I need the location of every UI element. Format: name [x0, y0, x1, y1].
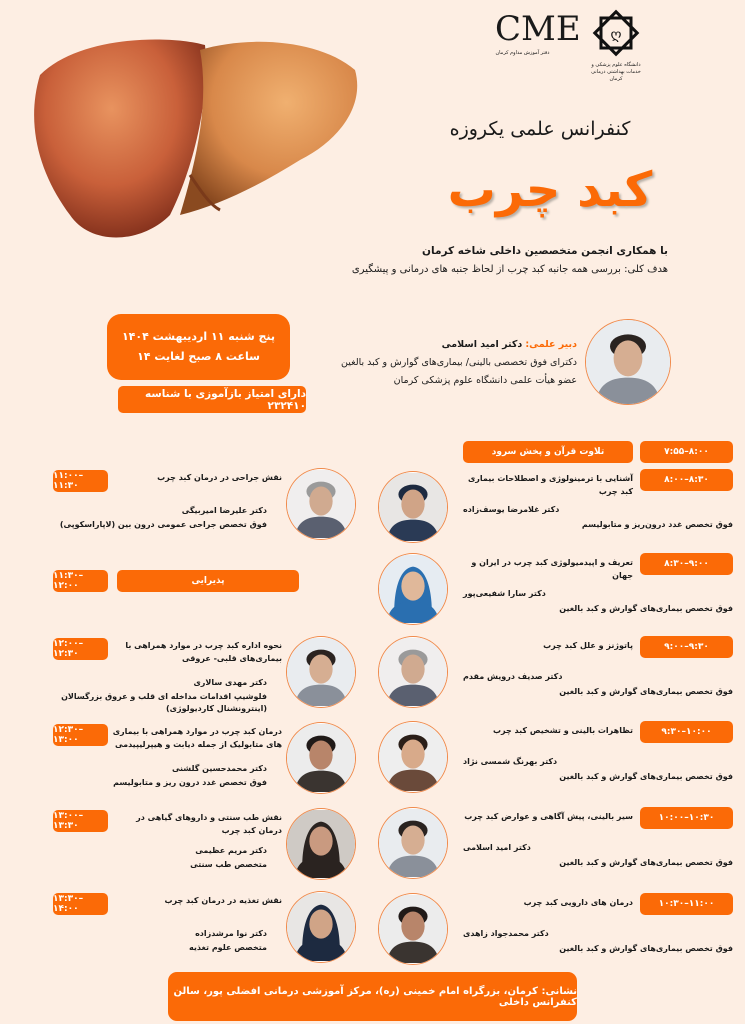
speaker-name: دکتر بهرنگ شمسی نژاد: [463, 757, 558, 766]
session-topic: درمان کبد چرب در موارد همراهی با بیماری های متابولیک از جمله دیابت و هیپرلیپیدمی: [112, 727, 282, 749]
speaker-name: دکتر مریم عظیمی: [195, 846, 267, 855]
session-topic: نحوه اداره کبد چرب در موارد همراهی با بیماری‌های قلبی- عروقی: [125, 641, 282, 663]
secretary-line2: عضو هیأت علمی دانشگاه علوم پزشکی کرمان: [393, 375, 577, 386]
svg-text:ღ: ღ: [610, 27, 622, 43]
speaker-photo: [378, 471, 448, 543]
speaker-title: فوق تخصص غدد درون ریز و متابولیسم: [113, 778, 267, 787]
date-box: [107, 314, 290, 380]
time-slot: ۱۱:۳۰–۱۲:۰۰: [53, 570, 108, 592]
speaker-name: دکتر نوا مرشدزاده: [195, 929, 267, 938]
time-slot: ۸:۰۰–۸:۳۰: [640, 469, 733, 491]
topic-bar: پذیرایی: [117, 570, 299, 592]
speaker-photo: [378, 807, 448, 879]
speaker-photo: [286, 722, 356, 794]
cme-logo: [495, 8, 581, 83]
person-silhouette-icon: [287, 637, 355, 707]
session-topic: پاتوژنز و علل کبد چرب: [543, 641, 633, 650]
speaker-photo: [378, 721, 448, 793]
speaker-name: دکتر مهدی سالاری: [193, 678, 267, 687]
person-silhouette-icon: [379, 722, 447, 792]
time-slot: ۱۱:۰۰–۱۱:۳۰: [53, 470, 108, 492]
cme-logo-mark: CME: [495, 9, 581, 49]
session-topic: سیر بالینی، پیش آگاهی و عوارض کبد چرب: [464, 812, 633, 821]
person-silhouette-icon: [287, 892, 355, 962]
speaker-photo: [286, 808, 356, 880]
speaker-name: دکتر علیرضا امیربیگی: [181, 506, 267, 515]
speaker-photo: [286, 891, 356, 963]
time-slot: ۱۲:۳۰–۱۳:۰۰: [53, 724, 108, 746]
collaboration-line: با همکاری انجمن متخصصین داخلی شاخه کرمان: [422, 245, 668, 257]
secretary-photo: [585, 319, 671, 405]
speaker-name: دکتر صدیف درویش مقدم: [463, 672, 563, 681]
speaker-photo: [378, 893, 448, 965]
address-bar: نشانی: کرمان، بزرگراه امام خمینی (ره)، مرکز آموزشی درمانی افضلی پور، سالن کنفرانس داخلی: [168, 972, 577, 1021]
university-logo: [585, 8, 647, 93]
speaker-title: متخصص طب سنتی: [190, 860, 267, 869]
event-time: ساعت ۸ صبح لغایت ۱۴: [137, 350, 260, 363]
speaker-title: فوق تخصص بیماری‌های گوارش و کبد بالغین: [559, 944, 733, 953]
session-topic: نقش جراحی در درمان کبد چرب: [157, 473, 282, 482]
person-silhouette-icon: [379, 808, 447, 878]
session-topic: تعریف و اپیدمیولوژی کبد چرب در ایران و جهان: [471, 558, 633, 580]
university-caption: دانشگاه علوم پزشکی و خدمات بهداشتی درمانی کرمان: [591, 62, 641, 82]
person-silhouette-icon: [287, 723, 355, 793]
person-silhouette-icon: [379, 554, 447, 624]
university-emblem-icon: [591, 8, 641, 58]
time-slot: ۸:۳۰–۹:۰۰: [640, 553, 733, 575]
goal-line: هدف کلی: بررسی همه جانبه کبد چرب از لحاظ جنبه های درمانی و پیشگیری: [351, 264, 668, 275]
speaker-photo: [286, 636, 356, 708]
session-topic: آشنایی با ترمینولوژی و اصطلاحات بیماری کبد چرب: [467, 474, 633, 496]
event-date: پنج شنبه ۱۱ اردیبهشت ۱۴۰۴: [121, 330, 276, 343]
session-topic: نقش طب سنتی و داروهای گیاهی در درمان کبد چرب: [136, 813, 282, 835]
secretary-name: دکتر امید اسلامی: [441, 339, 523, 350]
time-slot: ۱۲:۰۰–۱۲:۳۰: [53, 638, 108, 660]
session-topic: درمان های دارویی کبد چرب: [523, 898, 633, 907]
credits-badge: دارای امتیاز بازآموزی با شناسه ۲۳۲۴۱۰: [118, 386, 306, 413]
person-silhouette-icon: [586, 320, 670, 404]
time-slot: ۷:۵۵–۸:۰۰: [640, 441, 733, 463]
session-topic: تظاهرات بالینی و تشخیص کبد چرب: [492, 726, 633, 735]
speaker-name: دکتر امید اسلامی: [463, 843, 531, 852]
speaker-name: دکتر محمدحسین گلشنی: [171, 764, 267, 773]
time-slot: ۹:۳۰–۱۰:۰۰: [640, 721, 733, 743]
speaker-photo: [378, 636, 448, 708]
speaker-photo: [378, 553, 448, 625]
speaker-title: فوق تخصص بیماری‌های گوارش و کبد بالغین: [559, 687, 733, 696]
speaker-photo: [286, 468, 356, 540]
time-slot: ۱۳:۰۰–۱۳:۳۰: [53, 810, 108, 832]
person-silhouette-icon: [379, 472, 447, 542]
liver-illustration: [20, 15, 365, 250]
speaker-name: دکتر محمدجواد زاهدی: [463, 929, 549, 938]
speaker-title: فوق تخصص بیماری‌های گوارش و کبد بالغین: [559, 772, 733, 781]
conference-title: کبد چرب: [447, 162, 653, 218]
speaker-title: فوق تخصص بیماری‌های گوارش و کبد بالغین: [559, 858, 733, 867]
speaker-title: متخصص علوم تغذیه: [189, 943, 267, 952]
secretary-label: دبیر علمی:: [525, 339, 577, 350]
conference-type: کنفرانس علمی یکروزه: [449, 118, 631, 140]
time-slot: ۱۰:۰۰–۱۰:۳۰: [640, 807, 733, 829]
person-silhouette-icon: [287, 469, 355, 539]
speaker-title: فوق تخصص غدد درون‌ریز و متابولیسم: [581, 520, 733, 529]
person-silhouette-icon: [287, 809, 355, 879]
secretary-info: [341, 336, 577, 390]
time-slot: ۱۰:۳۰–۱۱:۰۰: [640, 893, 733, 915]
speaker-name: دکتر سارا شفیعی‌پور: [463, 589, 546, 598]
person-silhouette-icon: [379, 894, 447, 964]
time-slot: ۹:۰۰–۹:۳۰: [640, 636, 733, 658]
topic-bar: تلاوت قرآن و پخش سرود: [463, 441, 633, 463]
secretary-line1: دکترای فوق تخصصی بالینی/ بیماری‌های گوارش و کبد بالغین: [341, 357, 577, 368]
time-slot: ۱۳:۳۰–۱۴:۰۰: [53, 893, 108, 915]
speaker-title: فوق تخصص جراحی عمومی درون بین (لاپاراسکوپی): [59, 520, 267, 529]
session-topic: نقش تغذیه در درمان کبد چرب: [164, 896, 282, 905]
speaker-name: دکتر غلامرضا یوسف‌زاده: [463, 505, 560, 514]
cme-caption: دفتر آموزش مداوم کرمان: [495, 50, 550, 56]
speaker-title: فلوشیپ اقدامات مداخله ای قلب و عروق بزرگسالان (اینترونشنال کاردیولوژی): [61, 692, 267, 713]
speaker-title: فوق تخصص بیماری‌های گوارش و کبد بالغین: [559, 604, 733, 613]
person-silhouette-icon: [379, 637, 447, 707]
